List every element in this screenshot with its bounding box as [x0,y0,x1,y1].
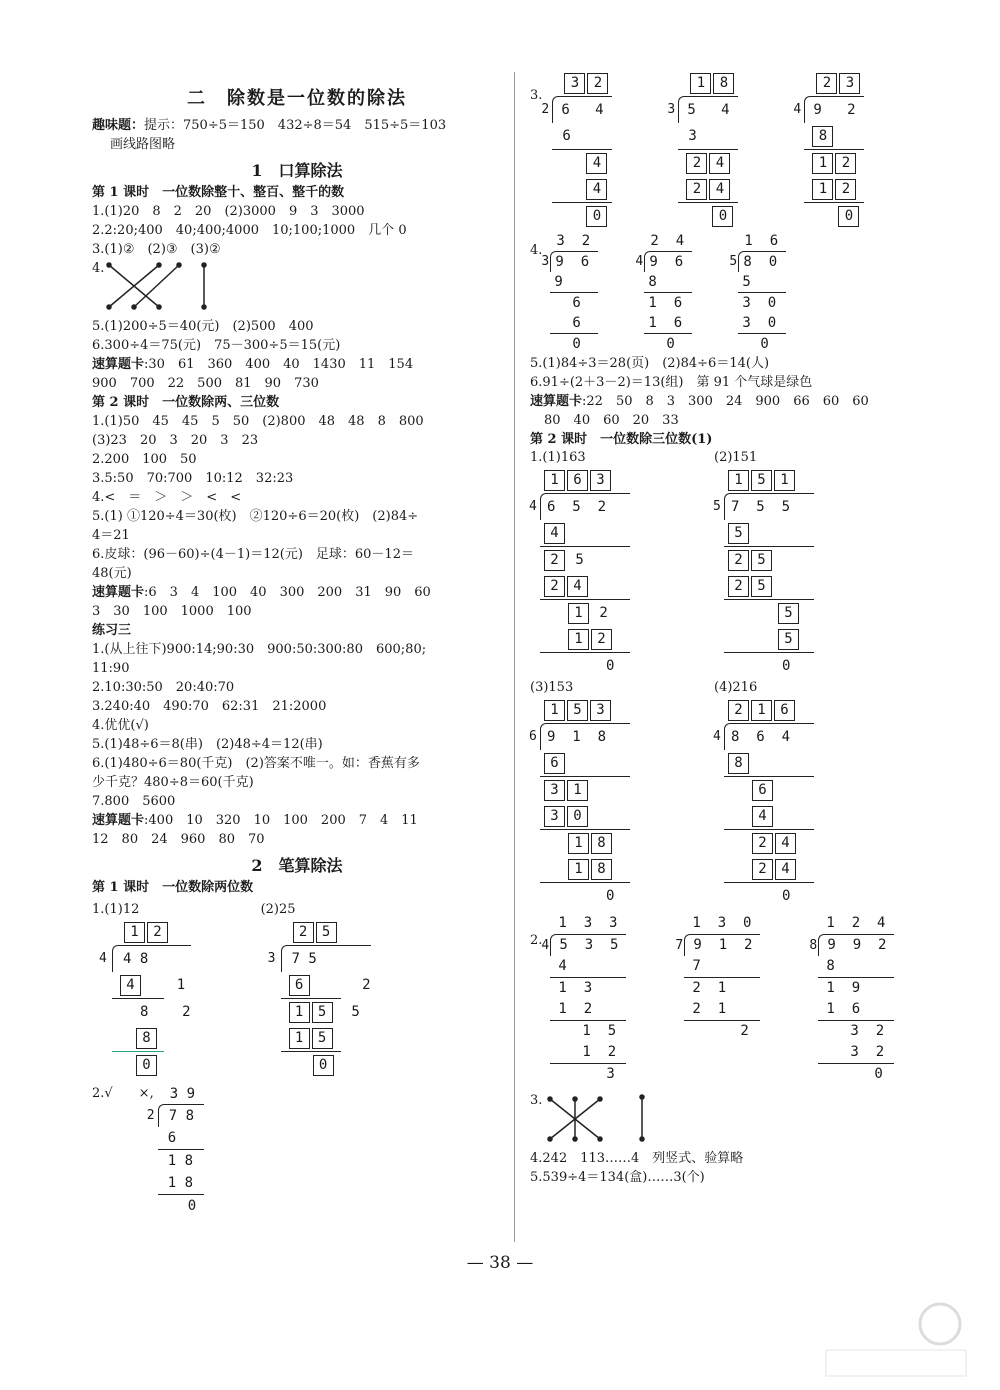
division-caption: 1.(1)12 [92,902,140,917]
long-division: 1 8 5 4 3 3 2 4 2 4 0 [668,70,738,229]
division-caption: 1.(1)163 [530,450,586,465]
answer-line: 3.(1)② (2)③ (3)② [92,242,221,257]
long-division: 1 6 8 0 5 5 3 0 3 0 0 [730,231,786,354]
answer-line: 1.(从上往下)900:14;90:30 900:50:300:80 600;80; [92,642,427,657]
answer-line: 3.5:50 70:700 10:12 32:23 [92,471,294,486]
watermark-logo-graphic [820,1300,970,1380]
fun-text: 提示：750÷5＝150 432÷8＝54 515÷5＝103 [144,118,447,133]
long-division: 3 2 6 4 2 6 4 4 0 [542,70,612,229]
lesson-title: 第 2 课时 一位数除三位数(1) [530,432,713,447]
q4-label: 4. [530,243,543,258]
long-division: 1.(1)12 1 2 4 8 4 4 1 8 2 8 0 [92,901,191,1078]
division-caption: (2)25 [260,902,296,917]
card-text: 3 30 100 1000 100 [92,604,252,619]
answer-line: 48(元) [92,566,132,581]
card-text: :30 61 360 400 40 1430 11 154 [144,357,414,372]
q2-label: 2. [530,933,543,948]
answer-line: 1.(1)50 45 45 5 50 (2)800 48 48 8 800 [92,414,424,429]
practice-title: 练习三 [92,623,132,638]
answer-line: 7.800 5600 [92,794,176,809]
long-division: 2 3 9 2 4 8 1 2 1 2 0 [794,70,864,229]
lesson-title: 第 1 课时 一位数除两位数 [92,880,254,895]
long-division: (2)151 1 5 1 7 5 5 5 5 2 5 2 5 5 5 0 [714,449,814,679]
long-division: 1.(1)163 1 6 3 6 5 2 4 4 2 5 2 4 1 2 1 2 0 [530,449,630,679]
fun-label: 趣味题： [92,118,145,133]
section-1-title: 1 口算除法 [251,161,343,180]
answer-line: (3)23 20 3 20 3 23 [92,433,259,448]
division-caption: (2)151 [714,450,758,465]
card-text: 900 700 22 500 81 90 730 [92,376,319,391]
long-division: (3)153 1 5 3 9 1 8 6 6 3 1 3 0 1 8 1 8 0 [530,679,630,909]
answer-line: 4.优优(√) [92,718,149,733]
watermark-logo [820,1300,970,1380]
answer-line: 4.< ＝ ＞ ＞ < < [92,490,242,505]
long-division: (2)25 2 5 7 5 3 6 2 1 5 5 1 5 0 [261,901,371,1078]
long-division: 2 4 9 6 4 8 1 6 1 6 0 [636,231,692,354]
column-divider [514,72,515,1242]
q3-label: 3. [530,88,543,103]
answer-line: 4. [92,261,105,276]
card-text: :400 10 320 10 100 200 7 4 11 [144,813,418,828]
answer-line: 2.2:20;400 40;400;4000 10;100;1000 几个 0 [92,223,407,238]
long-division: 3 2 9 6 3 9 6 6 0 [542,231,598,354]
answer-line: 5.(1)48÷6＝8(串) (2)48÷4＝12(串) [92,737,323,752]
card-label: 速算题卡 [92,585,145,600]
answer-line: 1.(1)20 8 2 20 (2)3000 9 3 3000 [92,204,365,219]
fun-text2: 画线路图略 [110,137,176,152]
answer-line: 6.(1)480÷6＝80(千克) (2)答案不唯一。如：香蕉有多 [92,756,420,771]
answer-line: 11:90 [92,661,130,676]
card-text: 80 40 60 20 33 [544,413,679,428]
long-division: 3 9 7 8 2 6 1 8 1 8 0 [154,1084,204,1217]
answer-line: 2.200 100 50 [92,452,197,467]
q2-label: 2.√ ×, [92,1086,154,1101]
division-caption: (3)153 [530,680,574,695]
q3-label: 3. [530,1093,543,1108]
card-text: :6 3 4 100 40 300 200 31 90 60 [144,585,431,600]
answer-line: 6.皮球：(96－60)÷(4－1)＝12(元) 足球：60－12＝ [92,547,414,562]
right-column [530,70,960,1187]
lesson-1-title: 第 1 课时 一位数除整十、整百、整千的数 [92,185,345,200]
page-number: — 38 — [466,1253,534,1273]
answer-line: 5.(1) ①120÷4＝30(枚) ②120÷6＝20(枚) (2)84÷ [92,509,419,524]
chapter-title: 二 除数是一位数的除法 [187,88,407,109]
answer-line: 3.240:40 490:70 62:31 21:2000 [92,699,327,714]
left-column [92,70,502,1217]
long-division: (4)216 2 1 6 8 6 4 4 8 6 4 2 4 2 4 0 [714,679,814,909]
long-division: 1 3 0 9 1 2 7 7 2 1 2 1 2 [676,913,760,1042]
card-text: 12 80 24 960 80 70 [92,832,265,847]
answer-line: 5.539÷4＝134(盒)……3(个) [530,1170,705,1185]
card-label: 速算题卡 [92,357,145,372]
lesson-2-title: 第 2 课时 一位数除两、三位数 [92,395,280,410]
card-label: 速算题卡 [530,394,583,409]
card-label: 速算题卡 [92,813,145,828]
long-division: 1 3 3 5 3 5 4 4 1 3 1 2 1 5 1 2 3 [542,913,626,1085]
answer-line: 5.(1)200÷5＝40(元) (2)500 400 [92,319,314,334]
answer-line: 少千克？480÷8＝60(千克) [92,775,254,790]
long-division: 1 2 4 9 9 2 8 8 1 9 1 6 3 2 3 2 0 [810,913,894,1085]
answer-line: 4.242 113……4 列竖式、验算略 [530,1151,744,1166]
matching-lines-diagram [542,1093,652,1145]
matching-lines-diagram [104,261,214,313]
answer-line: 6.91÷(2＋3－2)＝13(组) 第 91 个气球是绿色 [530,375,813,390]
card-text: :22 50 8 3 300 24 900 66 60 60 [582,394,869,409]
answer-line: 2.10:30:50 20:40:70 [92,680,235,695]
answer-line: 5.(1)84÷3＝28(页) (2)84÷6＝14(人) [530,356,770,371]
answer-line: 4＝21 [92,528,130,543]
section-2-title: 2 笔算除法 [251,856,343,875]
answer-line: 6.300÷4＝75(元) 75－300÷5＝15(元) [92,338,341,353]
division-caption: (4)216 [714,680,758,695]
